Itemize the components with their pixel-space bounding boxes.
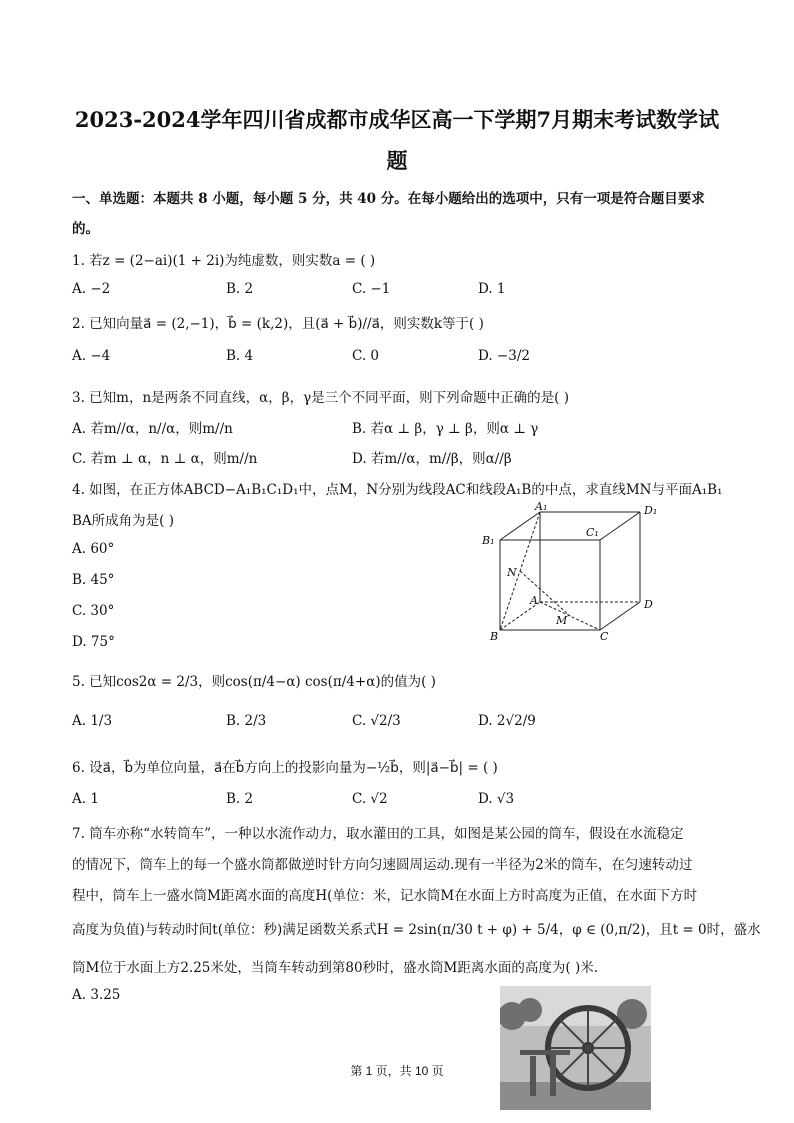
label-m: M bbox=[556, 614, 568, 627]
q6-option-a: A. 1 bbox=[72, 791, 99, 807]
q7-line1: 7. 筒车亦称“水转筒车”，一种以水流作动力，取水灌田的工具，如图是某公园的筒车，假设在水流稳定 bbox=[72, 826, 684, 842]
q5-option-d: D. 2√2/9 bbox=[478, 713, 536, 729]
exam-title-line2: 题 bbox=[386, 148, 408, 173]
label-d: D bbox=[644, 598, 653, 611]
q1-option-c: C. −1 bbox=[352, 281, 391, 297]
q3-option-d: D. 若m//α，m//β，则α//β bbox=[352, 451, 512, 467]
q3-option-a: A. 若m//α，n//α，则m//n bbox=[72, 421, 233, 437]
label-a1: A₁ bbox=[535, 500, 548, 513]
waterwheel-photo bbox=[500, 986, 651, 1110]
q4-stem-line1: 4. 如图，在正方体ABCD−A₁B₁C₁D₁中，点M，N分别为线段AC和线段A₁B的中点，求直线MN与平面A₁B₁ bbox=[72, 482, 723, 498]
q5-option-a: A. 1/3 bbox=[72, 713, 113, 729]
q2-option-d: D. −3/2 bbox=[478, 348, 530, 364]
section-heading-line1: 一、单选题：本题共 8 小题，每小题 5 分，共 40 分。在每小题给出的选项中，只有一项是符合题目要求 bbox=[72, 191, 705, 207]
exam-title-line1: 2023-2024学年四川省成都市成华区高一下学期7月期末考试数学试 bbox=[74, 107, 720, 132]
q4-option-c: C. 30° bbox=[72, 603, 115, 619]
label-a: A bbox=[530, 594, 538, 607]
q5-stem: 5. 已知cos2α = 2/3，则cos(π/4−α) cos(π/4+α)的值为( ) bbox=[72, 674, 436, 690]
q2-option-a: A. −4 bbox=[72, 348, 111, 364]
q4-option-a: A. 60° bbox=[72, 541, 115, 557]
label-d1: D₁ bbox=[644, 504, 658, 517]
cube-figure bbox=[478, 500, 668, 645]
q1-option-b: B. 2 bbox=[226, 281, 254, 297]
q7-option-a: A. 3.25 bbox=[72, 987, 121, 1003]
section-heading-line2: 的。 bbox=[72, 221, 99, 237]
q2-stem: 2. 已知向量a⃗ = (2,−1)，b⃗ = (k,2)，且(a⃗ + b⃗)//a⃗，则实数k等于( ) bbox=[72, 316, 484, 332]
q5-option-c: C. √2/3 bbox=[352, 713, 401, 729]
q1-option-d: D. 1 bbox=[478, 281, 506, 297]
q2-option-c: C. 0 bbox=[352, 348, 380, 364]
q7-line4: 高度为负值)与转动时间t(单位：秒)满足函数关系式H = 2sin(π/30 t + φ) + 5/4，φ ∈ (0,π/2)，且t = 0时，盛水 bbox=[72, 922, 761, 938]
q1-option-a: A. −2 bbox=[72, 281, 111, 297]
q6-stem: 6. 设a⃗，b⃗为单位向量，a⃗在b⃗方向上的投影向量为−½b⃗，则|a⃗−b⃗| = ( ) bbox=[72, 760, 498, 776]
q5-option-b: B. 2/3 bbox=[226, 713, 267, 729]
q1-stem: 1. 若z = (2−ai)(1 + 2i)为纯虚数，则实数a = ( ) bbox=[72, 253, 376, 269]
q2-option-b: B. 4 bbox=[226, 348, 254, 364]
label-n: N bbox=[507, 566, 517, 579]
q7-line2: 的情况下，筒车上的每一个盛水筒都做逆时针方向匀速圆周运动.现有一半径为2米的筒车，在匀速转动过 bbox=[72, 857, 693, 873]
label-c: C bbox=[600, 630, 609, 643]
q4-stem-line2: BA所成角为是( ) bbox=[72, 513, 174, 529]
q4-option-d: D. 75° bbox=[72, 634, 115, 650]
q7-line3: 程中，筒车上一盛水筒M距离水面的高度H(单位：米，记水筒M在水面上方时高度为正值，在水面下方时 bbox=[72, 888, 698, 904]
q3-stem: 3. 已知m，n是两条不同直线，α，β，γ是三个不同平面，则下列命题中正确的是( ) bbox=[72, 390, 569, 406]
q7-line5: 筒M位于水面上方2.25米处，当筒车转动到第80秒时，盛水筒M距离水面的高度为( )米. bbox=[72, 960, 598, 976]
label-b: B bbox=[490, 630, 499, 643]
q3-option-c: C. 若m ⊥ α，n ⊥ α，则m//n bbox=[72, 451, 258, 467]
page-footer: 第 1 页，共 10 页 bbox=[350, 1064, 444, 1078]
label-b1: B₁ bbox=[482, 534, 495, 547]
q4-option-b: B. 45° bbox=[72, 572, 115, 588]
q6-option-c: C. √2 bbox=[352, 791, 388, 807]
q6-option-b: B. 2 bbox=[226, 791, 254, 807]
q3-option-b: B. 若α ⊥ β，γ ⊥ β，则α ⊥ γ bbox=[352, 421, 539, 437]
label-c1: C₁ bbox=[586, 526, 599, 539]
q6-option-d: D. √3 bbox=[478, 791, 515, 807]
